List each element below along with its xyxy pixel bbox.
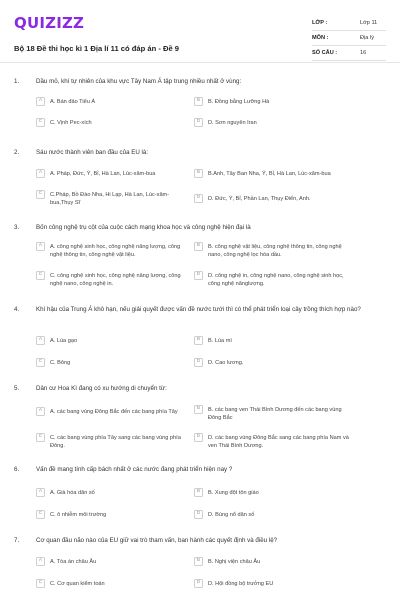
option-text: B. Xung đột tôn giáo — [208, 490, 259, 496]
option-text: B.Anh, Tây Ban Nha, Ý, Bỉ, Hà Lan, Lúc-xăm-bua — [208, 171, 331, 177]
option-c[interactable] — [36, 190, 186, 207]
question-3 — [14, 224, 386, 288]
option-letter-box: B — [194, 405, 203, 414]
quizizz-logo: QUIZIZZ — [14, 14, 85, 32]
question-4 — [14, 306, 386, 366]
question-number: 3. — [14, 224, 20, 231]
option-letter-box: D — [194, 510, 203, 519]
header-divider — [0, 62, 400, 63]
option-b[interactable] — [194, 242, 350, 259]
option-d[interactable] — [194, 194, 350, 203]
document-title: Bộ 18 Đề thi học kì 1 Địa lí 11 có đáp án - Đề 9 — [14, 44, 180, 53]
option-letter-box: B — [194, 557, 203, 566]
option-letter-box: D — [194, 579, 203, 588]
option-text: A. Già hóa dân số — [50, 490, 95, 496]
meta-panel — [312, 16, 386, 61]
option-letter-box: C — [36, 510, 45, 519]
meta-value: Lớp 11 — [360, 20, 378, 26]
question-7 — [14, 537, 386, 587]
option-letter-box: A — [36, 169, 45, 178]
option-c[interactable] — [36, 579, 186, 588]
option-b[interactable] — [194, 488, 350, 497]
question-text: Bốn công nghệ trụ cột của cuộc cách mạng khoa học và công nghệ hiện đại là — [36, 224, 251, 231]
option-text: A. công nghệ sinh học, công nghệ năng lượng, công nghệ thông tin, công nghệ vật liệu. — [50, 244, 181, 259]
question-text: Sáu nước thành viên ban đầu của EU là: — [36, 149, 149, 156]
question-number: 2. — [14, 149, 20, 156]
option-letter-box: B — [194, 242, 203, 251]
option-text: A. Pháp, Đức, Ý, Bỉ, Hà Lan, Lúc-xăm-bua — [50, 171, 156, 177]
option-letter-box: A — [36, 557, 45, 566]
meta-row-count — [312, 46, 386, 61]
option-d[interactable] — [194, 118, 350, 127]
option-a[interactable] — [36, 407, 186, 416]
option-text: C. Vịnh Pec-xích — [50, 120, 92, 126]
option-text: D. Đức, Ý, Bỉ, Phần Lan, Thụy Điển, Anh. — [208, 196, 311, 202]
option-text: D. Cao lương. — [208, 360, 244, 366]
option-text: C. ô nhiễm môi trường — [50, 512, 107, 518]
option-text: B. công nghệ vật liệu, công nghệ thông tin, công nghệ nano, công nghệ lọc hóa dầu. — [208, 244, 342, 259]
option-b[interactable] — [194, 557, 350, 566]
option-letter-box: C — [36, 579, 45, 588]
question-text: Cơ quan đầu não nào của EU giữ vai trò tham vấn, ban hành các quyết định và điều lệ? — [36, 537, 278, 544]
option-text: D. Sơn nguyên Iran — [208, 120, 257, 126]
option-letter-box: C — [36, 190, 45, 199]
meta-row-subject — [312, 31, 386, 46]
option-b[interactable] — [194, 97, 350, 106]
question-number: 7. — [14, 537, 20, 544]
option-letter-box: D — [194, 358, 203, 367]
option-text: A. Tòa án châu Âu — [50, 559, 97, 565]
question-2 — [14, 149, 386, 207]
question-5 — [14, 385, 386, 450]
option-text: A. các bang vùng Đông Bắc đến các bang phía Tây — [50, 409, 178, 415]
option-text: B. Lúa mì — [208, 338, 232, 344]
option-b[interactable] — [194, 169, 350, 178]
question-text: Dân cư Hoa Kì đang có xu hướng di chuyển từ: — [36, 385, 167, 392]
option-letter-box: D — [194, 118, 203, 127]
meta-label: LỚP : — [312, 20, 328, 26]
option-letter-box: A — [36, 242, 45, 251]
question-text: Khí hậu của Trung Á khô hạn, nếu giải quyết được vấn đề nước tưới thì có thể phát triển loại cây trồng thích hợp nào? — [36, 306, 361, 313]
option-letter-box: C — [36, 358, 45, 367]
option-d[interactable] — [194, 510, 350, 519]
question-number: 6. — [14, 466, 20, 473]
option-letter-box: B — [194, 488, 203, 497]
option-a[interactable] — [36, 242, 186, 259]
option-letter-box: A — [36, 97, 45, 106]
meta-label: MÔN : — [312, 35, 329, 41]
option-text: C. Bông — [50, 360, 71, 366]
option-b[interactable] — [194, 336, 350, 345]
option-text: C. Cơ quan kiểm toán — [50, 581, 105, 587]
option-c[interactable] — [36, 358, 186, 367]
option-letter-box: A — [36, 336, 45, 345]
option-a[interactable] — [36, 336, 186, 345]
option-text: C. các bang vùng phía Tây sang các bang vùng phía Đông. — [50, 435, 181, 450]
option-d[interactable] — [194, 271, 350, 288]
option-text: D. Hội đồng bộ trưởng EU — [208, 581, 274, 587]
option-text: B. các bang ven Thái Bình Dương đến các bang vùng Đông Bắc — [208, 407, 342, 422]
option-letter-box: B — [194, 336, 203, 345]
option-b[interactable] — [194, 405, 350, 422]
option-d[interactable] — [194, 579, 350, 588]
meta-label: SỐ CÂU : — [312, 50, 338, 56]
option-text: A. Bán đảo Tiểu Á — [50, 99, 96, 105]
option-letter-box: D — [194, 271, 203, 280]
option-d[interactable] — [194, 433, 350, 450]
option-c[interactable] — [36, 118, 186, 127]
option-a[interactable] — [36, 97, 186, 106]
question-text: Vấn đề mang tính cấp bách nhất ở các nước đang phát triển hiện nay ? — [36, 466, 233, 473]
option-letter-box: A — [36, 488, 45, 497]
question-6 — [14, 466, 386, 518]
option-text: B. Nghị viện châu Âu — [208, 559, 261, 565]
option-text: C. công nghệ sinh học, công nghệ năng lượng, công nghệ nano, công nghệ in. — [50, 273, 181, 288]
option-c[interactable] — [36, 433, 186, 450]
question-number: 5. — [14, 385, 20, 392]
option-a[interactable] — [36, 169, 186, 178]
question-text: Dầu mỏ, khí tự nhiên của khu vực Tây Nam Á tập trung nhiều nhất ở vùng: — [36, 78, 242, 85]
meta-row-class — [312, 16, 386, 31]
option-text: B. Đồng bằng Lưỡng Hà — [208, 99, 270, 105]
option-a[interactable] — [36, 557, 186, 566]
option-letter-box: C — [36, 433, 45, 442]
question-1 — [14, 78, 386, 126]
option-text: C.Pháp, Bồ Đào Nha, Hi Lạp, Hà Lan, Lúc-xăm-bua,Thụy Sĩ — [50, 192, 170, 207]
option-letter-box: D — [194, 433, 203, 442]
option-c[interactable] — [36, 510, 186, 519]
question-number: 4. — [14, 306, 20, 313]
meta-value: Địa lý — [360, 35, 374, 41]
option-d[interactable] — [194, 358, 350, 367]
option-text: D. các bang vùng Đông Bắc sang các bang phía Nam và ven Thái Bình Dương. — [208, 435, 349, 450]
option-text: D. Bùng nổ dân số — [208, 512, 255, 518]
option-letter-box: B — [194, 97, 203, 106]
option-letter-box: B — [194, 169, 203, 178]
option-text: D. công nghệ in, công nghệ nano, công nghệ sinh học, công nghệ nănglượng. — [208, 273, 344, 288]
option-letter-box: C — [36, 118, 45, 127]
option-text: A. Lúa gạo — [50, 338, 78, 344]
option-letter-box: C — [36, 271, 45, 280]
question-number: 1. — [14, 78, 20, 85]
option-letter-box: D — [194, 194, 203, 203]
option-a[interactable] — [36, 488, 186, 497]
option-letter-box: A — [36, 407, 45, 416]
option-c[interactable] — [36, 271, 186, 288]
meta-value: 16 — [360, 50, 367, 56]
